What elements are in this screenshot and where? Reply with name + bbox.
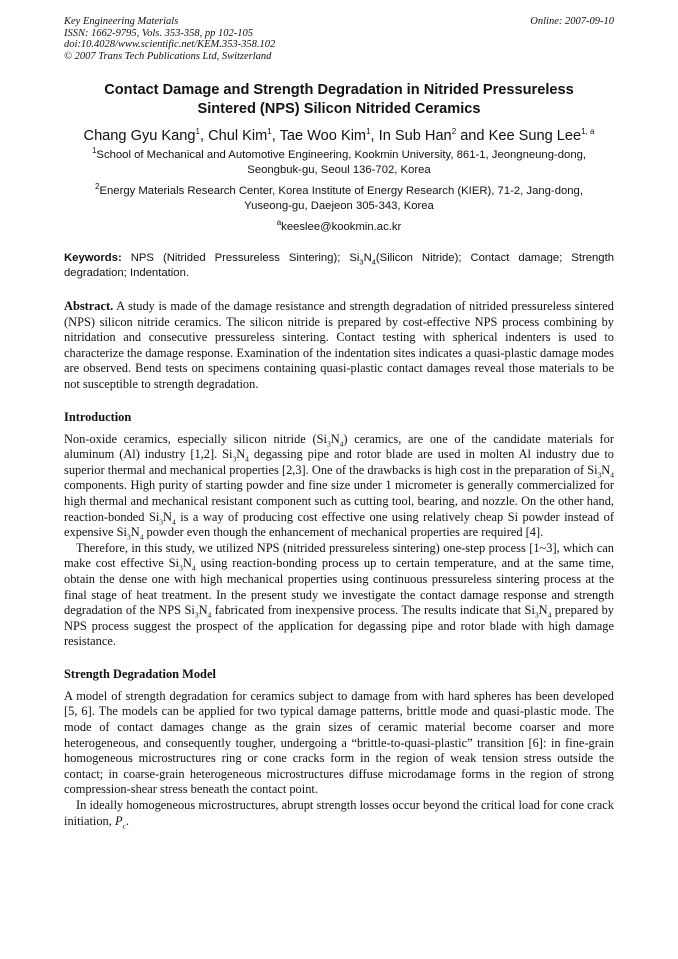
paragraph-text: fabricated from inexpensive process. The results indicate that Si — [211, 603, 535, 618]
issn-line: ISSN: 1662-9795, Vols. 353-358, pp 102-105 — [64, 27, 253, 39]
affiliation-marker: 2 — [95, 182, 100, 192]
paragraph-text: N — [330, 431, 340, 446]
author-separator: and — [456, 128, 489, 144]
keywords-text: NPS (Nitrided Pressureless Sintering); Si — [121, 252, 360, 264]
paragraph — [64, 432, 614, 541]
paragraph — [64, 541, 614, 650]
author-separator: , — [199, 128, 209, 144]
author-affiliation-marker: 2 — [451, 127, 457, 137]
affiliation — [64, 184, 614, 214]
paragraph-text: Non-oxide ceramics, especially silicon nitride (Si — [64, 431, 327, 446]
paragraph-text: powder even though the enhancement of mechanical properties are required [4]. — [143, 525, 544, 540]
subscript: 3 — [179, 563, 183, 573]
paragraph-text: N — [182, 556, 192, 571]
abstract-text: A study is made of the damage resistance and strength degradation of nitrided pressureless sintered (NPS) silicon nitride ceramics. The silicon nitride is prepared by cost-effective NPS process combining by nitridation and consecutive pressureless sintering. Contact testing with spherical indenters is used to characterize the damage response. Examination of the indentation sites indicates a quasi-plastic damage modes are observed. Bend tests on specimens containing quasi-plastic contact damages reveal those materials to be not susceptible to strength degradation. — [64, 299, 614, 391]
section-heading: Introduction — [64, 409, 132, 424]
subscript: 3 — [597, 470, 602, 480]
paragraph-text: In ideally homogeneous microstructures, abrupt strength losses occur beyond the critical load for cone crack initiation, — [64, 798, 614, 828]
keywords-text: (Silicon Nitride); Contact damage; Strength degradation; Indentation. — [64, 252, 614, 279]
affiliation-line-2: Seongbuk-gu, Seoul 136-702, Korea — [247, 164, 431, 176]
subscript: 3 — [126, 532, 131, 542]
affiliation-line-1: School of Mechanical and Automotive Engineering, Kookmin University, 861-1, Jeongneung-dong, — [96, 149, 587, 161]
section — [64, 410, 614, 650]
keywords-subscript: 4 — [371, 257, 376, 267]
paragraph — [64, 689, 614, 798]
paragraph-text: A model of strength degradation for ceramics subject to damage from with hard spheres has been developed [5, 6]. The models can be applied for two typical damage patterns, brittle mode and quasi-plastic mode. The mode of contact damages change as the grain sizes of ceramic material become coarser and more heterogeneous, and consequently tougher, undergoing a “brittle-to-quasi-plastic” transition [6]: in fine-grain homogeneous microstructures ring or cone cracks form in the region of weak tension stress outside the contact; in coarse-grain heterogeneous microstructures diffuse microdamage forms in the region of strong compression-shear stress beneath the contact point. — [64, 688, 614, 797]
author-affiliation-marker: 1 — [267, 127, 272, 137]
affiliation-marker: 1 — [91, 146, 97, 156]
doi-line: doi:10.4028/www.scientific.net/KEM.353-358.102 — [64, 39, 276, 50]
journal-name: Key Engineering Materials — [64, 16, 179, 27]
author-name: Chul Kim — [208, 128, 268, 144]
subscript: 4 — [245, 454, 249, 464]
abstract-label: Abstract. — [64, 299, 114, 313]
author-name: In Sub Han — [378, 128, 452, 144]
paragraph-text: N — [130, 525, 140, 540]
paragraph-text: is a way of producing cost effective one using relatively cheap Si powder instead of expensive Si — [64, 509, 614, 540]
title-line-1: Contact Damage and Strength Degradation in Nitrided Pressureless — [104, 82, 574, 98]
paragraph-text: N — [198, 603, 208, 618]
paragraph-text: components. High purity of starting powder and fine size under 1 micrometer is generally commercialized for high thermal and mechanical resistant component such as cutting tool, bearing, and nozzle. On the other hand, reaction-bonded Si — [64, 478, 614, 524]
journal-header — [64, 16, 614, 62]
affiliation — [64, 148, 614, 178]
author-name: Chang Gyu Kang — [83, 128, 196, 144]
paragraph-text: N — [601, 462, 611, 477]
title-line-2: Sintered (NPS) Silicon Nitrided Ceramics — [197, 101, 481, 117]
email-marker: a — [276, 218, 282, 228]
subscript: 3 — [534, 610, 539, 620]
paragraph-text: N — [236, 447, 246, 462]
paragraph-text: N — [163, 509, 172, 524]
author-affiliation-marker: 1 — [366, 127, 371, 137]
subscript: 4 — [207, 610, 212, 620]
author-name: Tae Woo Kim — [279, 128, 367, 144]
subscript: 4 — [547, 610, 552, 620]
author-affiliation-marker: 1, a — [581, 127, 595, 137]
copyright-line: © 2007 Trans Tech Publications Ltd, Switzerland — [64, 50, 272, 62]
paragraph-text: degassing pipe and rotor blade are used in molten Al industry due to superior thermal and mechanical properties [2,3]. One of the drawbacks is high cost in the preparation of Si — [64, 447, 614, 477]
body-sections — [64, 410, 614, 830]
subscript: 4 — [172, 517, 176, 526]
paper-title — [64, 81, 614, 119]
keywords-label: Keywords: — [64, 252, 122, 264]
paragraph-text: N — [538, 603, 548, 618]
subscript: 4 — [610, 470, 614, 480]
corresponding-email — [64, 218, 614, 233]
paragraph — [64, 798, 614, 829]
subscript: 3 — [159, 517, 164, 526]
italic-symbol: P — [114, 813, 123, 828]
paragraph-text: . — [125, 813, 129, 828]
subscript: 3 — [326, 439, 331, 449]
author-separator: , — [271, 128, 280, 144]
affiliation-list — [64, 148, 614, 214]
affiliation-line-1: Energy Materials Research Center, Korea Institute of Energy Research (KIER), 71-2, Jang-dong, — [99, 185, 583, 197]
email-address[interactable]: keeslee@kookmin.ac.kr — [281, 221, 402, 233]
affiliation-line-2: Yuseong-gu, Daejeon 305-343, Korea — [244, 200, 434, 212]
subscript: 3 — [232, 454, 237, 464]
paragraph-text: prepared by NPS process suggest the prospect of the application for degassing pipe and rotor blade with high damage resistance. — [64, 603, 614, 649]
section-heading: Strength Degradation Model — [64, 666, 216, 681]
keywords — [64, 251, 614, 281]
subscript: 4 — [191, 563, 196, 573]
subscript: 4 — [139, 532, 144, 542]
paragraph-text: using reaction-bonding process up to certain temperature, and at the same time, obtain the dense one with high mechanical properties using continuous pressureless sintering process at the final stage of heat treatment. In the present study we investigate the contact damage response and strength degradation of the NPS Si — [64, 556, 614, 618]
author-name: Kee Sung Lee — [488, 128, 582, 144]
subscript: 3 — [194, 610, 199, 620]
abstract — [64, 299, 614, 393]
subscript: c — [122, 821, 126, 831]
section — [64, 667, 614, 829]
subscript: 4 — [339, 439, 344, 449]
online-date: Online: 2007-09-10 — [530, 16, 614, 27]
paragraph-text: ) ceramics, are one of the candidate materials for aluminum (Al) industry [1,2]. Si — [64, 431, 614, 462]
author-affiliation-marker: 1 — [195, 127, 200, 137]
author-list — [64, 128, 614, 144]
keywords-text: N — [363, 252, 372, 264]
author-separator: , — [370, 128, 379, 144]
keywords-subscript: 3 — [359, 257, 364, 267]
paragraph-text: Therefore, in this study, we utilized NPS (nitrided pressureless sintering) one-step process [1~3], which can make cost effective Si — [64, 540, 614, 571]
